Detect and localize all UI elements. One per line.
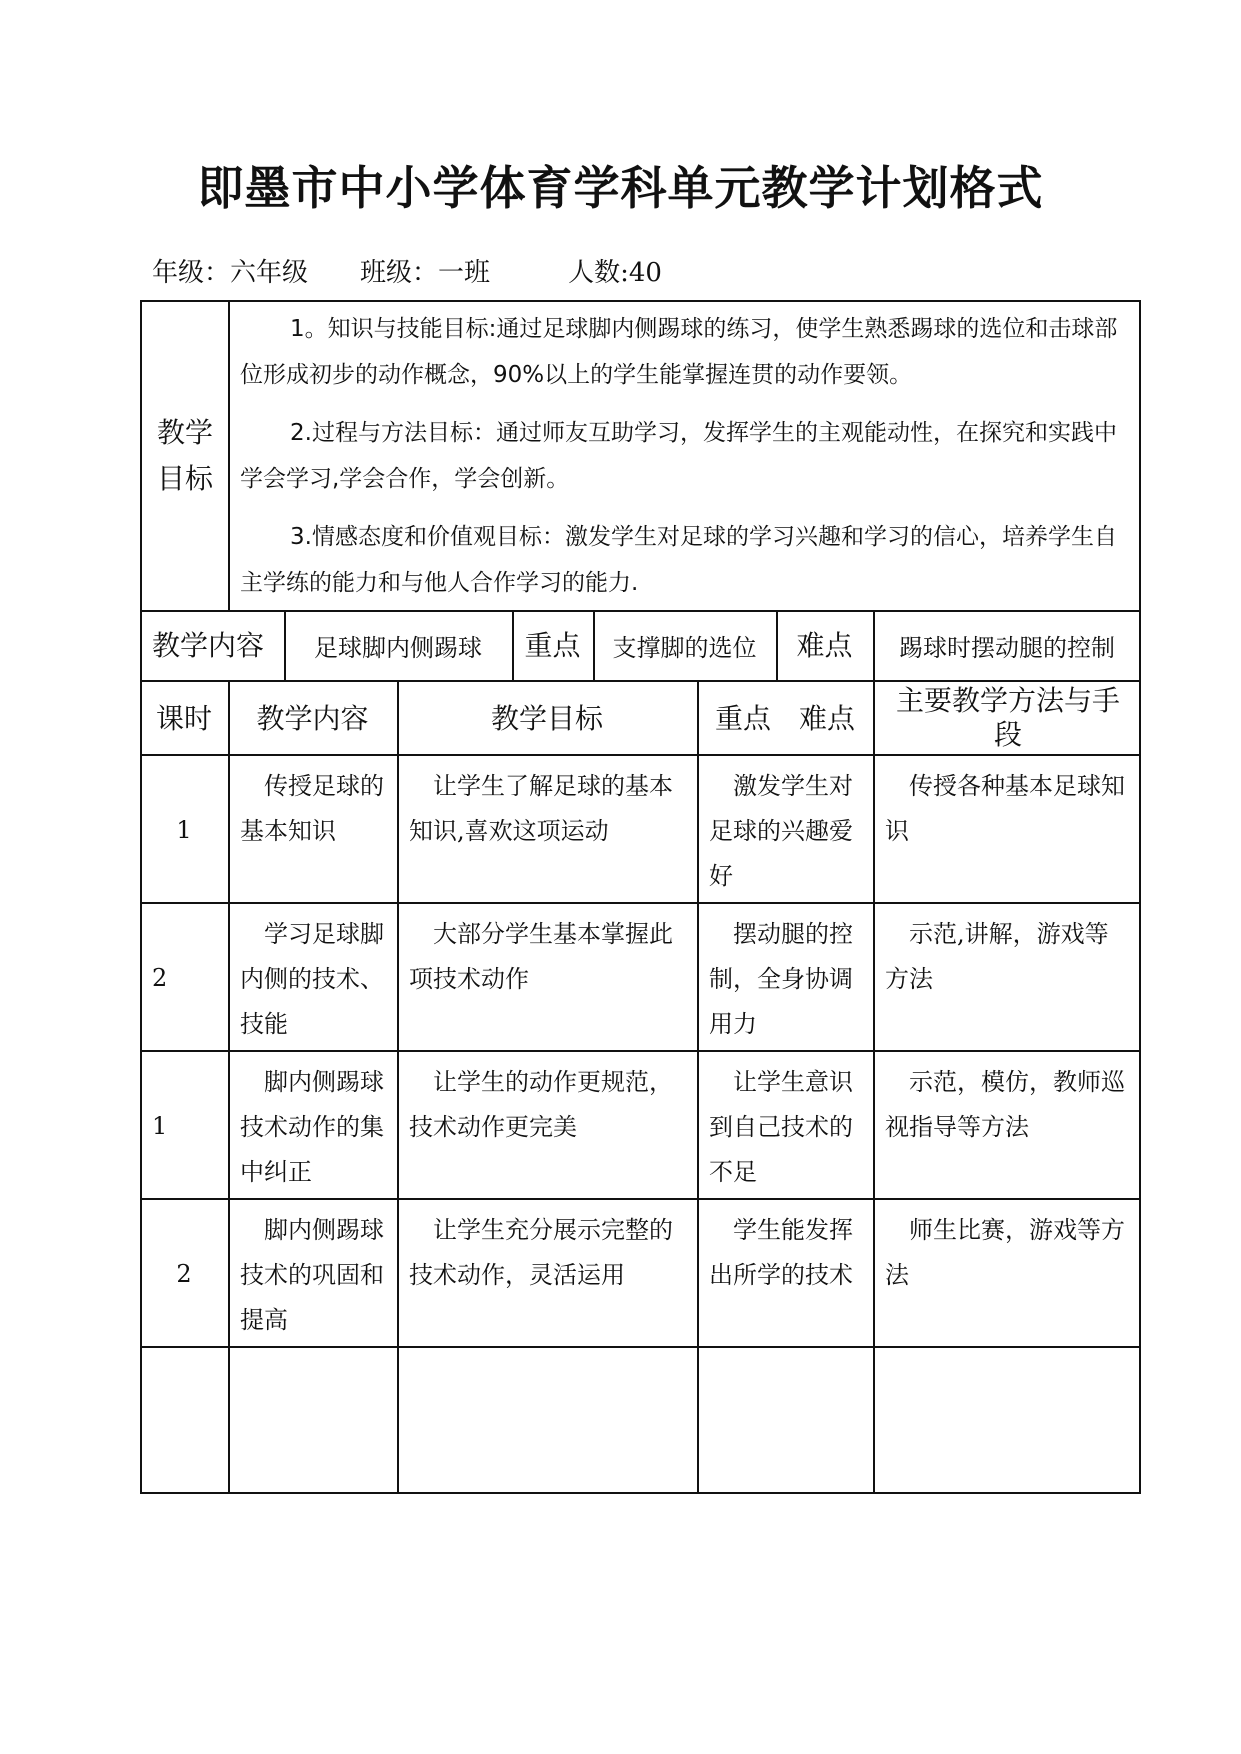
cell-key: 激发学生对足球的兴趣爱好: [709, 772, 853, 890]
cell-goal: 让学生了解足球的基本知识,喜欢这项运动: [409, 772, 673, 845]
cell-goal: 大部分学生基本掌握此项技术动作: [409, 920, 673, 993]
row-divider: [140, 1198, 1141, 1200]
cell-content: 传授足球的基本知识: [240, 772, 384, 845]
goals-label-line2: 目标: [156, 462, 213, 495]
goals-text: [240, 306, 1120, 606]
header-method: 主要教学方法与手段: [895, 684, 1120, 751]
cell-method: 示范，模仿，教师巡视指导等方法: [885, 1068, 1125, 1141]
cell-key: 学生能发挥出所学的技术: [709, 1216, 853, 1289]
meta-line: [152, 252, 662, 289]
cell-hours: 2: [176, 1260, 192, 1288]
summary-difficulty-value: 踢球时摆动腿的控制: [899, 634, 1115, 662]
goals-divider: [228, 300, 230, 612]
goals-label: [150, 410, 220, 502]
cell-content: 脚内侧踢球技术动作的集中纠正: [240, 1068, 384, 1186]
goals-label-line1: 教学: [156, 416, 213, 449]
row-divider: [140, 754, 1141, 756]
col-divider: [397, 680, 399, 1494]
goal-item: 3.情感态度和价值观目标：激发学生对足球的学习兴趣和学习的信心，培养学生自主学练的能力和与他人合作学习的能力.: [240, 524, 1117, 596]
cell-method: 示范,讲解，游戏等方法: [885, 920, 1109, 993]
summary-key-value: 支撑脚的选位: [612, 634, 757, 662]
header-key: 重点 难点: [714, 702, 855, 735]
col-divider: [228, 680, 230, 1494]
cell-hours: 1: [176, 816, 192, 844]
cell-content: 脚内侧踢球技术的巩固和提高: [240, 1216, 384, 1334]
row-divider: [140, 902, 1141, 904]
cell-method: 师生比赛，游戏等方法: [885, 1216, 1125, 1289]
cell-goal: 让学生的动作更规范，技术动作更完美: [409, 1068, 673, 1141]
goal-item: 2.过程与方法目标：通过师友互助学习，发挥学生的主观能动性，在探究和实践中学会学习,学会合作，学会创新。: [240, 420, 1117, 492]
cell-key: 让学生意识到自己技术的不足: [709, 1068, 853, 1186]
summary-content-value: 足球脚内侧踢球: [314, 634, 482, 662]
goal-item: 1。知识与技能目标:通过足球脚内侧踢球的练习，使学生熟悉踢球的选位和击球部位形成初步的动作概念，90%以上的学生能掌握连贯的动作要领。: [240, 316, 1118, 388]
cell-goal: 让学生充分展示完整的技术动作，灵活运用: [409, 1216, 673, 1289]
col-divider: [697, 680, 699, 1494]
cell-key: 摆动腿的控制，全身协调用力: [709, 920, 853, 1038]
cell-method: 传授各种基本足球知识: [885, 772, 1125, 845]
row-divider: [140, 1346, 1141, 1348]
summary-key-label: 重点: [524, 629, 581, 662]
class-text: 班级：一班: [360, 258, 491, 288]
header-content: 教学内容: [256, 702, 369, 735]
page-title: 即墨市中小学体育学科单元教学计划格式: [197, 161, 1044, 215]
summary-difficulty-label: 难点: [796, 629, 853, 662]
row-divider: [140, 1050, 1141, 1052]
cell-content: 学习足球脚内侧的技术、技能: [240, 920, 384, 1038]
cell-hours: 2: [152, 964, 168, 992]
summary-content-label: 教学内容: [152, 629, 265, 662]
student-count-text: 人数:40: [568, 258, 662, 288]
header-hours: 课时: [155, 702, 212, 735]
header-goal: 教学目标: [490, 702, 603, 735]
col-divider: [873, 680, 875, 1494]
cell-hours: 1: [152, 1112, 168, 1140]
grade-text: 年级：六年级: [152, 258, 309, 288]
